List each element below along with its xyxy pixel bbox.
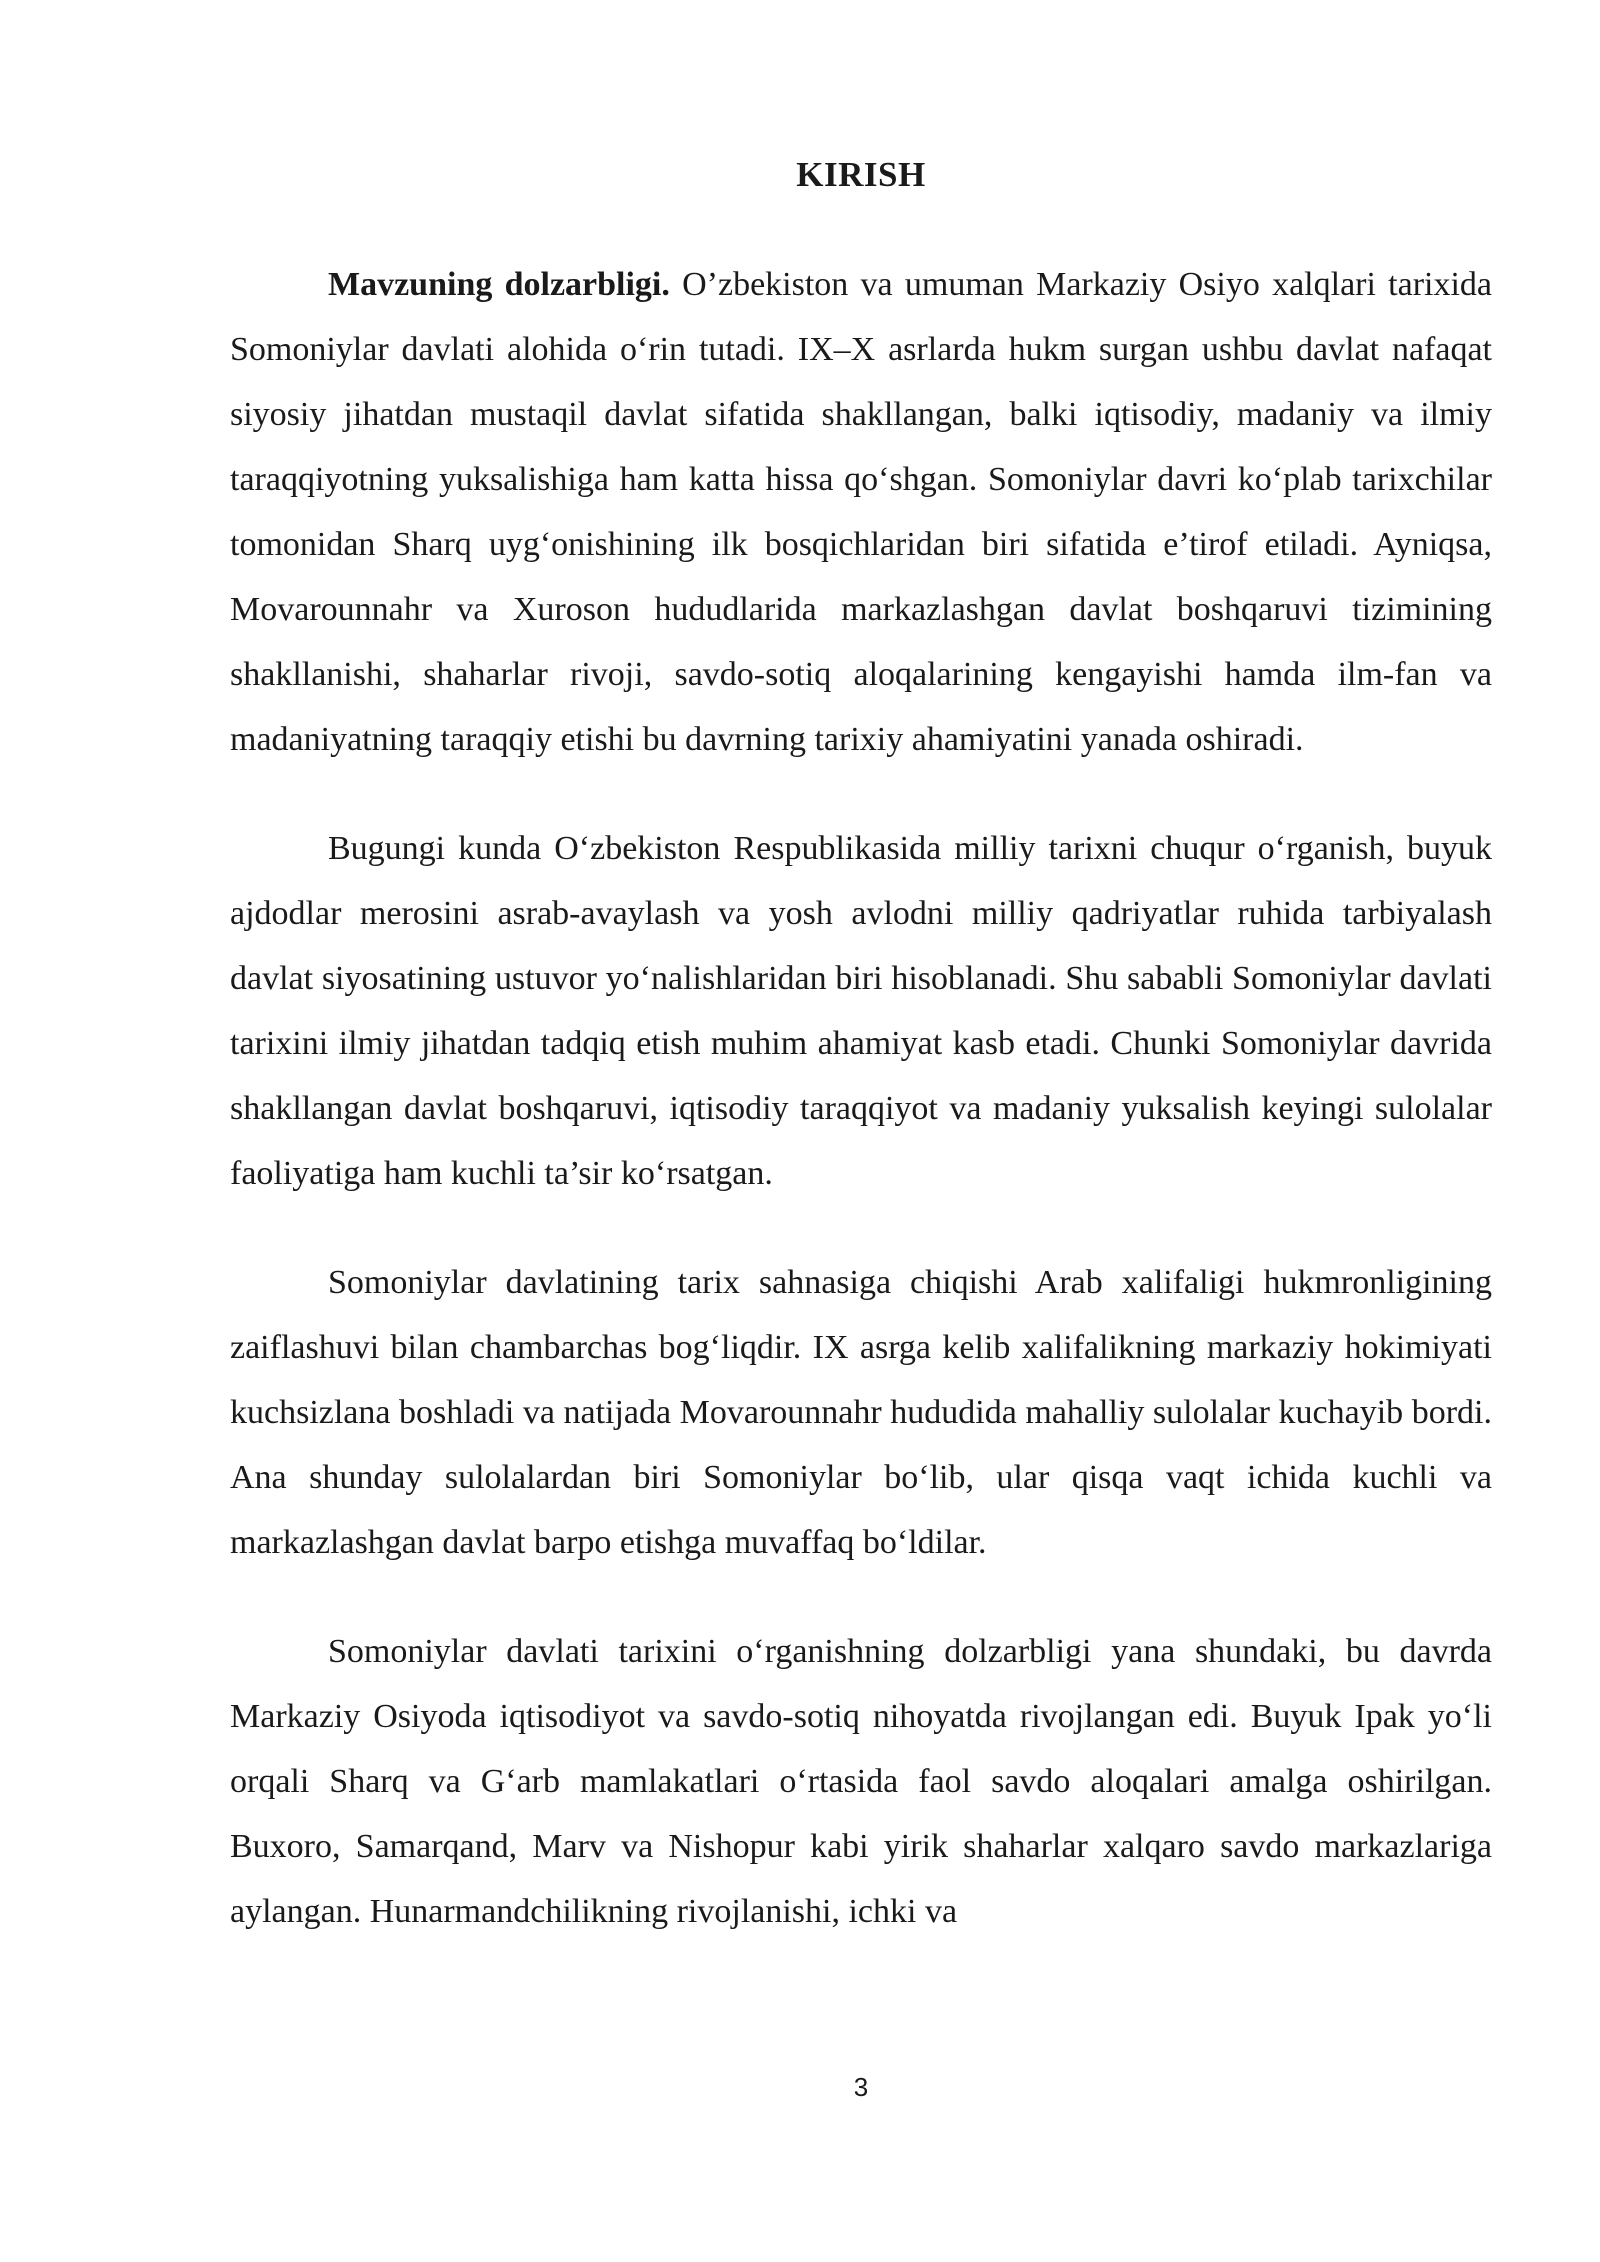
paragraph-2 (230, 816, 1492, 1206)
body-text (230, 252, 1492, 1944)
paragraph-text: Somoniylar davlati tarixini o‘rganishning dolzarbligi yana shundaki, bu davrda Markaziy Osiyoda iqtisodiyot va savdo-sotiq nihoyatda rivojlangan edi. Buyuk Ipak yo‘li orqali Sharq va G‘arb mamlakatlari o‘rtasida faol savdo aloqalari amalga oshirilgan. Buxoro, Samarqand, Marv va Nishopur kabi yirik shaharlar xalqaro savdo markazlariga aylangan. Hunarmandchilikning rivojlanishi, ichki va (230, 1633, 1492, 1930)
paragraph-lead: Mavzuning dolzarbligi. (328, 266, 670, 303)
paragraph-1 (230, 252, 1492, 772)
page-number: 3 (853, 2072, 869, 2102)
paragraph-4 (230, 1619, 1492, 1944)
paragraph-text: Somoniylar davlatining tarix sahnasiga chiqishi Arab xalifaligi hukmronligining zaiflashuvi bilan chambarchas bog‘liqdir. IX asrga kelib xalifalikning markaziy hokimiyati kuchsizlana boshladi va natijada Movarounnahr hududida mahalliy sulolalar kuchayib bordi. Ana shunday sulolalardan biri Somoniylar bo‘lib, ular qisqa vaqt ichida kuchli va markazlashgan davlat barpo etishga muvaffaq bo‘ldilar. (230, 1264, 1492, 1561)
page-title: KIRISH (796, 155, 926, 194)
paragraph-3 (230, 1250, 1492, 1575)
paragraph-text: O’zbekiston va umuman Markaziy Osiyo xalqlari tarixida Somoniylar davlati alohida o‘rin tutadi. IX–X asrlarda hukm surgan ushbu davlat nafaqat siyosiy jihatdan mustaqil davlat sifatida shakllangan, balki iqtisodiy, madaniy va ilmiy taraqqiyotning yuksalishiga ham katta hissa qo‘shgan. Somoniylar davri ko‘plab tarixchilar tomonidan Sharq uyg‘onishining ilk bosqichlaridan biri sifatida e’tirof etiladi. Ayniqsa, Movarounnahr va Xuroson hududlarida markazlashgan davlat boshqaruvi tizimining shakllanishi, shaharlar rivoji, savdo-sotiq aloqalarining kengayishi hamda ilm-fan va madaniyatning taraqqiy etishi bu davrning tarixiy ahamiyatini yanada oshiradi. (230, 266, 1493, 758)
paragraph-text: Bugungi kunda O‘zbekiston Respublikasida milliy tarixni chuqur o‘rganish, buyuk ajdodlar merosini asrab-avaylash va yosh avlodni milliy qadriyatlar ruhida tarbiyalash davlat siyosatining ustuvor yo‘nalishlaridan biri hisoblanadi. Shu sababli Somoniylar davlati tarixini ilmiy jihatdan tadqiq etish muhim ahamiyat kasb etadi. Chunki Somoniylar davrida shakllangan davlat boshqaruvi, iqtisodiy taraqqiyot va madaniy yuksalish keyingi sulolalar faoliyatiga ham kuchli ta’sir ko‘rsatgan. (230, 830, 1492, 1192)
